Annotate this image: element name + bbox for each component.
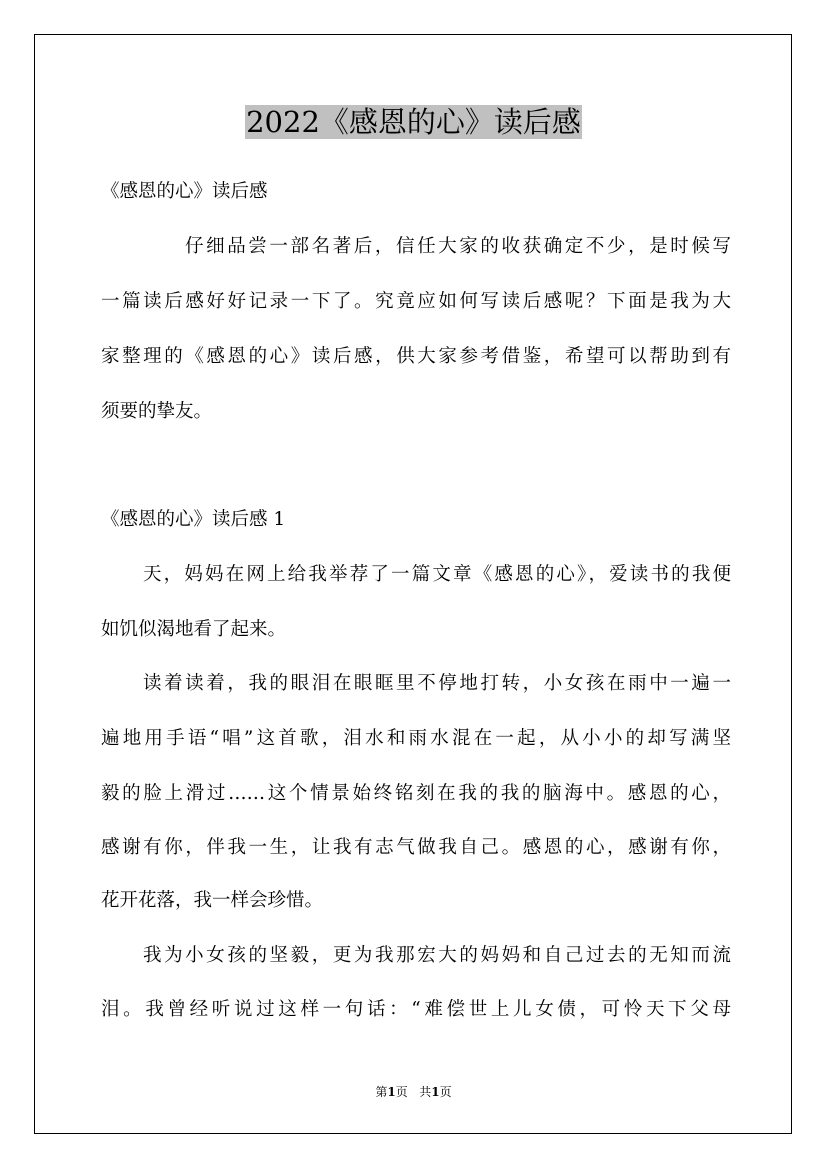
section-heading: 《感恩的心》读后感 1 <box>101 509 286 530</box>
intro-line-1: 仔细品尝一部名著后，信任大家的收获确定不少，是时候写 <box>185 236 731 257</box>
body-line-3: 读着读着，我的眼泪在眼眶里不停地打转，小女孩在雨中一遍一 <box>143 673 731 694</box>
body-line-1: 天，妈妈在网上给我举荐了一篇文章《感恩的心》，爱读书的我便 <box>143 564 731 585</box>
body-line-6: 感谢有你，伴我一生，让我有志气做我自己。感恩的心，感谢有你， <box>101 837 731 858</box>
document-title-text: 2022《感恩的心》读后感 <box>246 105 581 139</box>
footer-page-suffix: 页 <box>395 1085 408 1099</box>
document-subtitle: 《感恩的心》读后感 <box>101 181 268 202</box>
body-line-5: 毅的脸上滑过……这个情景始终铭刻在我的我的脑海中。感恩的心， <box>101 783 731 804</box>
body-line-9: 泪。我曾经听说过这样一句话：“难偿世上儿女债，可怜天下父母 <box>101 999 731 1020</box>
body-line-2: 如饥似渴地看了起来。 <box>101 619 287 640</box>
footer-total-prefix: 共 <box>419 1085 432 1099</box>
page-footer <box>0 1084 827 1100</box>
footer-total-pages: 1 <box>431 1085 440 1099</box>
intro-line-4: 须要的挚友。 <box>101 401 213 422</box>
footer-total-suffix: 页 <box>439 1085 452 1099</box>
intro-line-3: 家整理的《感恩的心》读后感，供大家参考借鉴，希望可以帮助到有 <box>101 346 731 367</box>
body-line-8: 我为小女孩的坚毅，更为我那宏大的妈妈和自己过去的无知而流 <box>143 945 731 966</box>
footer-page-number: 1 <box>387 1085 396 1099</box>
body-line-7: 花开花落，我一样会珍惜。 <box>101 890 324 911</box>
body-line-4: 遍地用手语“唱”这首歌，泪水和雨水混在一起，从小小的却写满坚 <box>101 728 731 749</box>
intro-line-2: 一篇读后感好好记录一下了。究竟应如何写读后感呢？下面是我为大 <box>101 291 731 312</box>
document-title <box>0 100 827 144</box>
footer-page-prefix: 第 <box>375 1085 388 1099</box>
